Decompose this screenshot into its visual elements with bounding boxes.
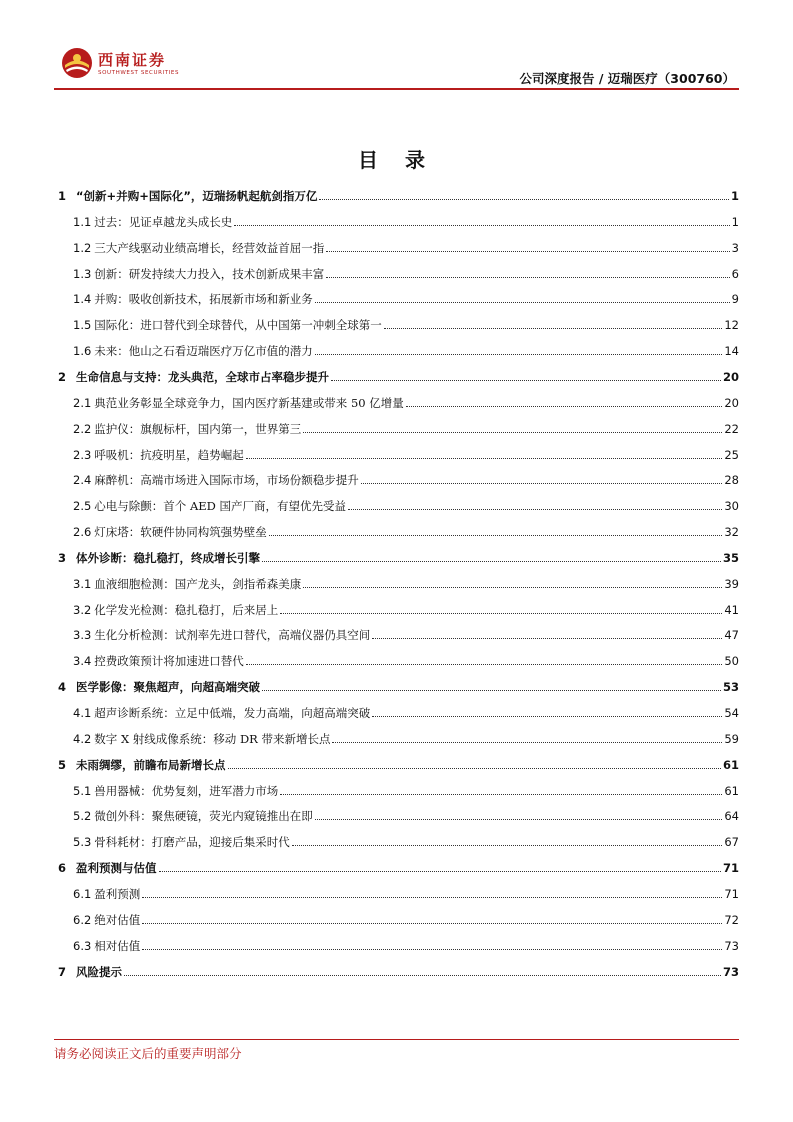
toc-entry-title: 骨科耗材：打磨产品，迎接后集采时代 (94, 835, 290, 850)
toc-entry-page: 25 (724, 447, 739, 462)
toc-entry-page: 53 (722, 680, 739, 695)
toc-entry-title: 体外诊断：稳扎稳打，终成增长引擎 (76, 550, 260, 565)
toc-dot-leader (280, 613, 722, 614)
toc-entry-page: 54 (724, 706, 739, 720)
toc-entry-number: 2.2 (73, 421, 92, 436)
toc-entry-number: 6.2 (73, 912, 92, 927)
toc-dot-leader (326, 277, 729, 278)
toc-chapter-entry[interactable] (54, 957, 739, 979)
toc-dot-leader (332, 742, 722, 743)
toc-entry-page: 72 (724, 912, 739, 927)
toc-entry-page: 41 (724, 602, 739, 617)
toc-entry-title: 兽用器械：优势复刻，进军潜力市场 (94, 783, 279, 798)
toc-section-entry[interactable] (54, 879, 739, 901)
toc-entry-page: 22 (724, 421, 739, 436)
toc-entry-number: 4.1 (73, 706, 92, 720)
toc-entry-page: 32 (724, 525, 739, 540)
toc-dot-leader (280, 794, 722, 795)
toc-entry-number: 2.6 (73, 525, 92, 540)
toc-entry-page: 71 (722, 861, 739, 876)
toc-entry-title: 绝对估值 (94, 912, 141, 927)
toc-entry-number: 3.2 (73, 602, 92, 617)
toc-dot-leader (326, 251, 729, 252)
toc-entry-number: 2.3 (73, 447, 92, 462)
sun-logo-icon (60, 46, 94, 80)
toc-entry-page: 67 (724, 835, 739, 850)
toc-dot-leader (348, 509, 722, 510)
toc-section-entry[interactable] (54, 233, 739, 255)
toc-dot-leader (262, 690, 721, 691)
toc-entry-page: 61 (724, 783, 739, 798)
toc-dot-leader (406, 406, 723, 407)
toc-chapter-entry[interactable] (54, 853, 739, 875)
toc-entry-page: 73 (722, 964, 739, 979)
logo-english-name: SOUTHWEST SECURITIES (98, 70, 180, 76)
footer-disclaimer: 请务必阅读正文后的重要声明部分 (54, 1046, 242, 1061)
toc-entry-title: 过去：见证卓越龙头成长史 (94, 214, 233, 229)
toc-entry-title: 风险提示 (76, 964, 122, 979)
toc-section-entry[interactable] (54, 931, 739, 953)
toc-entry-number: 7 (58, 964, 67, 979)
toc-entry-number: 2 (58, 369, 67, 384)
toc-section-entry[interactable] (54, 517, 739, 539)
page-header (54, 44, 739, 90)
toc-entry-title: 国际化：进口替代到全球替代，从中国第一冲刺全球第一 (94, 318, 382, 333)
toc-entry-title: 微创外科：聚焦硬镜，荧光内窥镜推出在即 (94, 809, 313, 824)
toc-dot-leader (159, 871, 721, 872)
toc-entry-title: 麻醉机：高端市场进入国际市场，市场份额稳步提升 (94, 473, 359, 488)
toc-dot-leader (142, 949, 722, 950)
toc-dot-leader (228, 768, 721, 769)
toc-entry-title: 呼吸机：抗疫明星，趋势崛起 (94, 447, 244, 462)
toc-entry-page: 20 (724, 395, 739, 410)
toc-entry-page: 20 (722, 369, 739, 384)
toc-entry-title: 控费政策预计将加速进口替代 (94, 654, 244, 669)
toc-entry-page: 35 (722, 550, 739, 565)
toc-entry-number: 1 (58, 189, 67, 203)
toc-dot-leader (269, 535, 723, 536)
toc-section-entry[interactable] (54, 207, 739, 229)
toc-dot-leader (292, 845, 723, 846)
toc-entry-number: 3.3 (73, 628, 92, 643)
toc-chapter-entry[interactable] (54, 362, 739, 384)
toc-entry-page: 59 (724, 731, 739, 746)
toc-dot-leader (319, 199, 729, 200)
toc-entry-title: 医学影像：聚焦超声，向超高端突破 (76, 680, 260, 695)
toc-section-entry[interactable] (54, 620, 739, 642)
toc-entry-page: 28 (724, 473, 739, 488)
toc-entry-title: 心电与除颤：首个 AED 国产厂商，有望优先受益 (94, 499, 347, 514)
toc-dot-leader (246, 458, 723, 459)
toc-entry-title: 生命信息与支持：龙头典范，全球市占率稳步提升 (76, 369, 329, 384)
toc-entry-number: 4.2 (73, 731, 92, 746)
toc-entry-number: 1.4 (73, 292, 92, 307)
toc-entry-title: 超声诊断系统：立足中低端，发力高端，向超高端突破 (94, 706, 371, 720)
footer-divider (54, 1039, 739, 1040)
toc-section-entry[interactable] (54, 698, 739, 720)
toc-entry-number: 6.1 (73, 886, 92, 901)
toc-entry-number: 3.4 (73, 654, 92, 669)
toc-entry-number: 5.3 (73, 835, 92, 850)
company-logo (60, 46, 190, 86)
toc-entry-page: 73 (724, 938, 739, 953)
toc-entry-page: 3 (731, 240, 739, 255)
toc-title: 目 录 (358, 148, 435, 172)
toc-entry-number: 2.1 (73, 395, 92, 410)
toc-entry-title: 创新：研发持续大力投入，技术创新成果丰富 (94, 266, 325, 281)
toc-section-entry[interactable] (54, 646, 739, 668)
toc-entry-number: 2.5 (73, 499, 92, 514)
toc-section-entry[interactable] (54, 724, 739, 746)
toc-entry-number: 5.2 (73, 809, 92, 824)
toc-entry-number: 4 (58, 680, 67, 695)
toc-entry-page: 64 (724, 809, 739, 824)
toc-entry-number: 6 (58, 861, 67, 876)
toc-dot-leader (142, 897, 722, 898)
toc-entry-number: 1.2 (73, 240, 92, 255)
toc-entry-title: 盈利预测 (94, 886, 141, 901)
toc-entry-title: 监护仪：旗舰标杆，国内第一，世界第三 (94, 421, 302, 436)
toc-entry-page: 1 (731, 214, 739, 229)
toc-entry-number: 3.1 (73, 576, 92, 591)
toc-entry-number: 5 (58, 757, 67, 772)
toc-dot-leader (361, 483, 723, 484)
toc-entry-title: 灯床塔：软硬件协同构筑强势壁垒 (94, 525, 267, 540)
toc-dot-leader (234, 225, 729, 226)
toc-section-entry[interactable] (54, 310, 739, 332)
toc-entry-title: 相对估值 (94, 938, 141, 953)
toc-entry-page: 30 (724, 499, 739, 514)
toc-entry-page: 61 (722, 757, 739, 772)
toc-entry-title: 并购：吸收创新技术，拓展新市场和新业务 (94, 292, 313, 307)
toc-dot-leader (315, 819, 723, 820)
toc-entry-number: 1.5 (73, 318, 92, 333)
toc-entry-number: 5.1 (73, 783, 92, 798)
toc-dot-leader (246, 664, 723, 665)
toc-entry-title: 数字 X 射线成像系统：移动 DR 带来新增长点 (94, 731, 331, 746)
toc-dot-leader (303, 432, 722, 433)
toc-chapter-entry[interactable] (54, 181, 739, 203)
toc-entry-title: 未雨绸缪，前瞻布局新增长点 (76, 757, 226, 772)
toc-section-entry[interactable] (54, 595, 739, 617)
toc-entry-number: 1.1 (73, 214, 92, 229)
toc-entry-title: 生化分析检测：试剂率先进口替代，高端仪器仍具空间 (94, 628, 371, 643)
toc-dot-leader (372, 638, 722, 639)
toc-section-entry[interactable] (54, 801, 739, 823)
toc-dot-leader (384, 328, 723, 329)
toc-entry-title: 三大产线驱动业绩高增长，经营效益首屈一指 (94, 240, 325, 255)
toc-section-entry[interactable] (54, 569, 739, 591)
toc-section-entry[interactable] (54, 284, 739, 306)
toc-section-entry[interactable] (54, 336, 739, 358)
toc-section-entry[interactable] (54, 905, 739, 927)
toc-entry-page: 12 (724, 318, 739, 333)
toc-section-entry[interactable] (54, 491, 739, 513)
toc-entry-number: 6.3 (73, 938, 92, 953)
toc-dot-leader (124, 975, 721, 976)
toc-entry-number: 3 (58, 550, 67, 565)
toc-dot-leader (331, 380, 721, 381)
toc-entry-page: 9 (731, 292, 739, 307)
toc-dot-leader (372, 716, 722, 717)
toc-entry-page: 39 (724, 576, 739, 591)
toc-section-entry[interactable] (54, 440, 739, 462)
toc-entry-page: 50 (724, 654, 739, 669)
report-title: 公司深度报告 / 迈瑞医疗（300760） (519, 71, 735, 86)
toc-dot-leader (142, 923, 722, 924)
toc-section-entry[interactable] (54, 465, 739, 487)
toc-entry-page: 1 (730, 189, 739, 203)
toc-entry-number: 2.4 (73, 473, 92, 488)
toc-dot-leader (315, 354, 723, 355)
toc-section-entry[interactable] (54, 259, 739, 281)
toc-chapter-entry[interactable] (54, 750, 739, 772)
toc-dot-leader (315, 302, 730, 303)
toc-entry-page: 71 (724, 886, 739, 901)
toc-entry-title: 盈利预测与估值 (76, 861, 157, 876)
toc-entry-title: 未来：他山之石看迈瑞医疗万亿市值的潜力 (94, 344, 313, 359)
toc-entry-title: 化学发光检测：稳扎稳打，后来居上 (94, 602, 279, 617)
toc-section-entry[interactable] (54, 414, 739, 436)
toc-entry-number: 1.6 (73, 344, 92, 359)
toc-section-entry[interactable] (54, 827, 739, 849)
toc-dot-leader (262, 561, 721, 562)
toc-entry-number: 1.3 (73, 266, 92, 281)
toc-chapter-entry[interactable] (54, 672, 739, 694)
toc-entry-title: 血液细胞检测：国产龙头，剑指希森美康 (94, 576, 302, 591)
logo-chinese-name: 西南证券 (98, 51, 167, 69)
toc-section-entry[interactable] (54, 388, 739, 410)
toc-chapter-entry[interactable] (54, 543, 739, 565)
toc-entry-page: 47 (724, 628, 739, 643)
toc-entry-page: 14 (724, 344, 739, 359)
toc-section-entry[interactable] (54, 776, 739, 798)
toc-dot-leader (303, 587, 722, 588)
toc-entry-title: “创新+并购+国际化”，迈瑞扬帆起航剑指万亿 (76, 189, 318, 203)
header-divider (54, 88, 739, 90)
toc-entry-title: 典范业务彰显全球竞争力，国内医疗新基建或带来 50 亿增量 (94, 395, 404, 410)
toc-entry-page: 6 (731, 266, 739, 281)
